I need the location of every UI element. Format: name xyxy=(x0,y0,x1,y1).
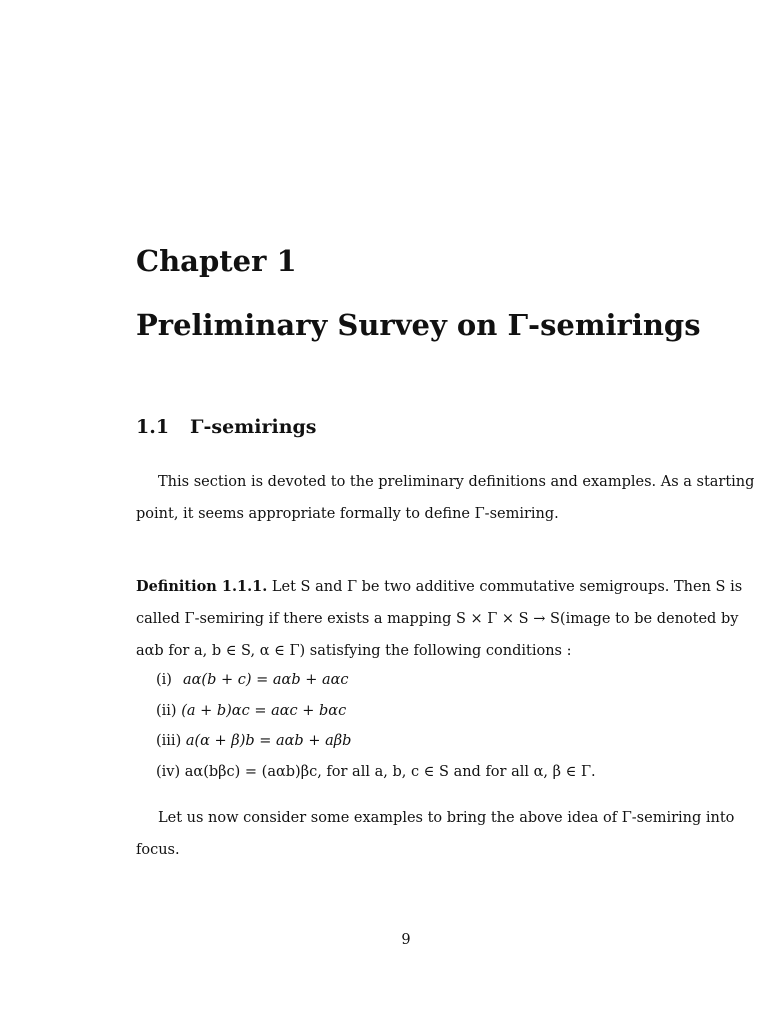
condition-item xyxy=(156,665,596,696)
condition-tag: (iii) xyxy=(156,733,182,749)
page-number: 9 xyxy=(401,932,411,948)
section-number: 1.1 xyxy=(136,416,170,438)
chapter-title: Preliminary Survey on Γ-semirings xyxy=(136,308,701,342)
definition-line-1 xyxy=(136,571,743,603)
condition-tag: (i) xyxy=(156,672,172,688)
conditions-list xyxy=(156,665,596,787)
section-heading xyxy=(136,416,317,438)
intro-paragraph xyxy=(136,466,755,530)
condition-tag: (ii) xyxy=(156,702,177,719)
definition-line-2: called Γ-semiring if there exists a mapping S × Γ × S → S(image to be denoted by xyxy=(136,611,739,627)
condition-formula: (a + b)αc = aαc + bαc xyxy=(181,702,347,719)
condition-tag: (iv) xyxy=(156,763,181,780)
closing-paragraph xyxy=(136,802,735,866)
condition-item xyxy=(156,696,596,727)
condition-formula: aα(bβc) = (aαb)βc, for all a, b, c ∈ S and for all α, β ∈ Γ. xyxy=(184,763,596,780)
condition-item xyxy=(156,757,596,788)
definition-label: Definition 1.1.1. xyxy=(136,578,268,595)
closing-line-2: focus. xyxy=(136,842,180,858)
definition-line-3: aαb for a, b ∈ S, α ∈ Γ) satisfying the following conditions : xyxy=(136,643,572,659)
condition-formula: a(α + β)b = aαb + aβb xyxy=(185,733,352,749)
condition-item xyxy=(156,726,596,757)
intro-line-1: This section is devoted to the preliminary definitions and examples. As a starting xyxy=(158,474,755,490)
chapter-label: Chapter 1 xyxy=(136,244,297,278)
intro-line-2: point, it seems appropriate formally to define Γ-semiring. xyxy=(136,506,559,522)
definition-paragraph xyxy=(136,571,743,667)
condition-formula: aα(b + c) = aαb + aαc xyxy=(183,672,349,688)
section-title: Γ-semirings xyxy=(190,416,317,438)
closing-line-1: Let us now consider some examples to bring the above idea of Γ-semiring into xyxy=(158,810,735,826)
definition-text-1: Let S and Γ be two additive commutative semigroups. Then S is xyxy=(271,579,743,595)
